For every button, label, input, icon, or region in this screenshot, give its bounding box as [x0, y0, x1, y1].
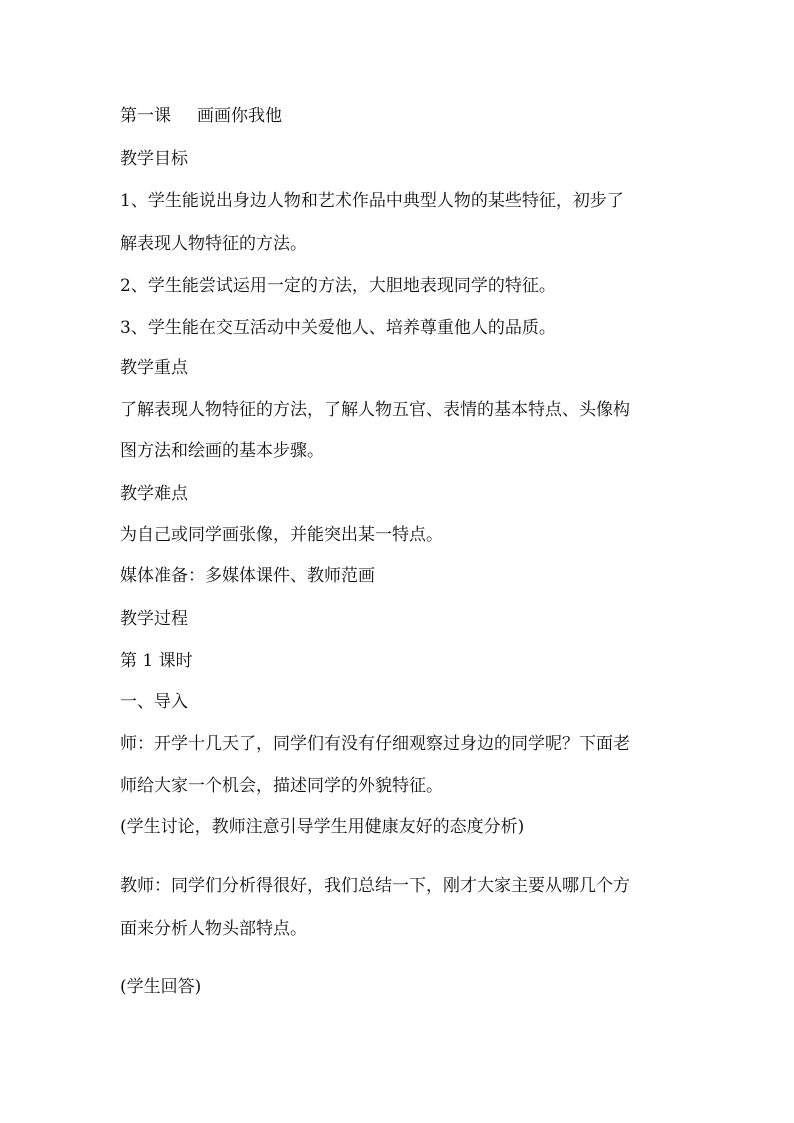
student-note-1: (学生讨论，教师注意引导学生用健康友好的态度分析): [120, 817, 525, 837]
difficulty-heading: 教学难点: [120, 484, 188, 504]
student-note-2: (学生回答): [120, 977, 202, 997]
goals-heading: 教学目标: [120, 149, 188, 169]
key-points-heading: 教学重点: [120, 358, 188, 378]
key-points-line-2: 图方法和绘画的基本步骤。: [120, 441, 324, 461]
goal-3: 3、学生能在交互活动中关爱他人、培养尊重他人的品质。: [120, 318, 556, 338]
process-heading: 教学过程: [120, 609, 188, 629]
teacher-speech-1-line-2: 师给大家一个机会，描述同学的外貌特征。: [120, 776, 443, 796]
goal-1-line-1: 1、学生能说出身边人物和艺术作品中典型人物的某些特征，初步了: [120, 191, 624, 211]
goal-2: 2、学生能尝试运用一定的方法，大胆地表现同学的特征。: [120, 276, 556, 296]
lesson-number: 第一课: [120, 106, 171, 126]
intro-heading: 一、导入: [120, 692, 188, 712]
key-points-line-1: 了解表现人物特征的方法，了解人物五官、表情的基本特点、头像构: [120, 400, 630, 420]
teacher-speech-1-line-1: 师：开学十几天了，同学们有没有仔细观察过身边的同学呢？下面老: [120, 734, 630, 754]
media-preparation: 媒体准备：多媒体课件、教师范画: [120, 566, 375, 586]
teacher-speech-2-line-2: 面来分析人物头部特点。: [120, 919, 307, 939]
difficulty-text: 为自己或同学画张像，并能突出某一特点。: [120, 525, 443, 545]
period-label: 第 1 课时: [120, 651, 193, 671]
teacher-speech-2-line-1: 教师：同学们分析得很好，我们总结一下，刚才大家主要从哪几个方: [120, 876, 630, 896]
lesson-title: 画画你我他: [197, 106, 282, 126]
lesson-title-line: [120, 106, 282, 126]
goal-1-line-2: 解表现人物特征的方法。: [120, 234, 307, 254]
